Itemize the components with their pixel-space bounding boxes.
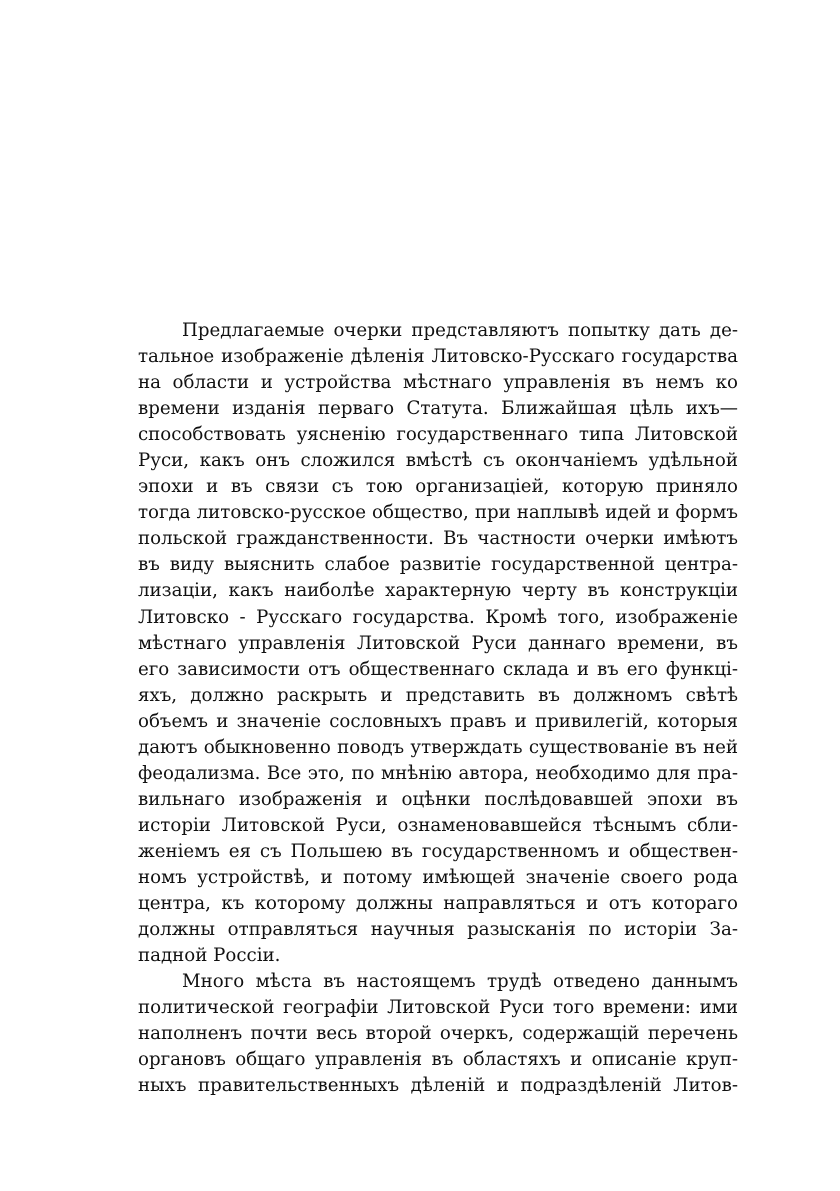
text-line: Предлагаемые очерки представляютъ попытку дать де- xyxy=(182,320,738,341)
text-line: его зависимости отъ общественнаго склада и въ его функці- xyxy=(138,658,738,680)
text-line: должны отправляться научныя разысканія по исторіи За- xyxy=(138,919,738,941)
text-line: яхъ, должно раскрыть и представить въ должномъ свѣтѣ xyxy=(138,684,738,706)
body-text xyxy=(138,318,738,1099)
text-line: падной Россіи. xyxy=(138,945,281,967)
text-line: Много мѣста въ настоящемъ трудѣ отведено даннымъ xyxy=(182,971,738,993)
text-line: времени изданія перваго Статута. Ближайшая цѣль ихъ— xyxy=(138,398,738,420)
text-line: на области и устройства мѣстнаго управленія въ немъ ко xyxy=(138,372,738,394)
text-line: эпохи и въ связи съ тою организаціей, которую приняло xyxy=(138,476,738,498)
text-line: ныхъ правительственныхъ дѣленій и подраздѣленій Литов- xyxy=(138,1075,738,1097)
text-line: даютъ обыкновенно поводъ утверждать существованіе въ ней xyxy=(138,736,738,758)
text-line: польской гражданственности. Въ частности очерки имѣютъ xyxy=(138,528,738,550)
text-line: объемъ и значеніе сословныхъ правъ и привилегій, которыя xyxy=(138,710,738,732)
text-line: Литовско - Русскаго государства. Кромѣ того, изображеніе xyxy=(138,606,738,628)
text-line: вильнаго изображенія и оцѣнки послѣдовавшей эпохи въ xyxy=(138,788,738,810)
text-line: лизаціи, какъ наиболѣе характерную черту въ конструкціи xyxy=(138,580,738,602)
text-line: политической географіи Литовской Руси того времени: ими xyxy=(138,997,738,1019)
text-line: способствовать уясненію государственнаго типа Литовской xyxy=(138,424,738,446)
text-line: Руси, какъ онъ сложился вмѣстѣ съ окончаніемъ удѣльной xyxy=(138,450,738,472)
text-line: феодализма. Все это, по мнѣнію автора, необходимо для пра- xyxy=(138,762,738,784)
text-line: наполненъ почти весь второй очеркъ, содержащій перечень xyxy=(138,1023,738,1045)
text-line: мѣстнаго управленія Литовской Руси даннаго времени, въ xyxy=(138,632,738,654)
text-line: тальное изображеніе дѣленія Литовско-Русскаго государства xyxy=(138,346,738,368)
text-line: органовъ общаго управленія въ областяхъ и описаніе круп- xyxy=(138,1049,738,1071)
text-line: исторіи Литовской Руси, ознаменовавшейся тѣснымъ сбли- xyxy=(138,814,738,836)
text-line: въ виду выяснить слабое развитіе государственной центра- xyxy=(138,554,738,576)
text-line: центра, къ которому должны направляться и отъ котораго xyxy=(138,893,738,915)
text-line: тогда литовско-русское общество, при наплывѣ идей и формъ xyxy=(138,502,738,524)
text-line: женіемъ ея съ Польшею въ государственномъ и обществен- xyxy=(138,840,738,862)
text-line: номъ устройствѣ, и потому имѣющей значеніе своего рода xyxy=(138,866,738,888)
